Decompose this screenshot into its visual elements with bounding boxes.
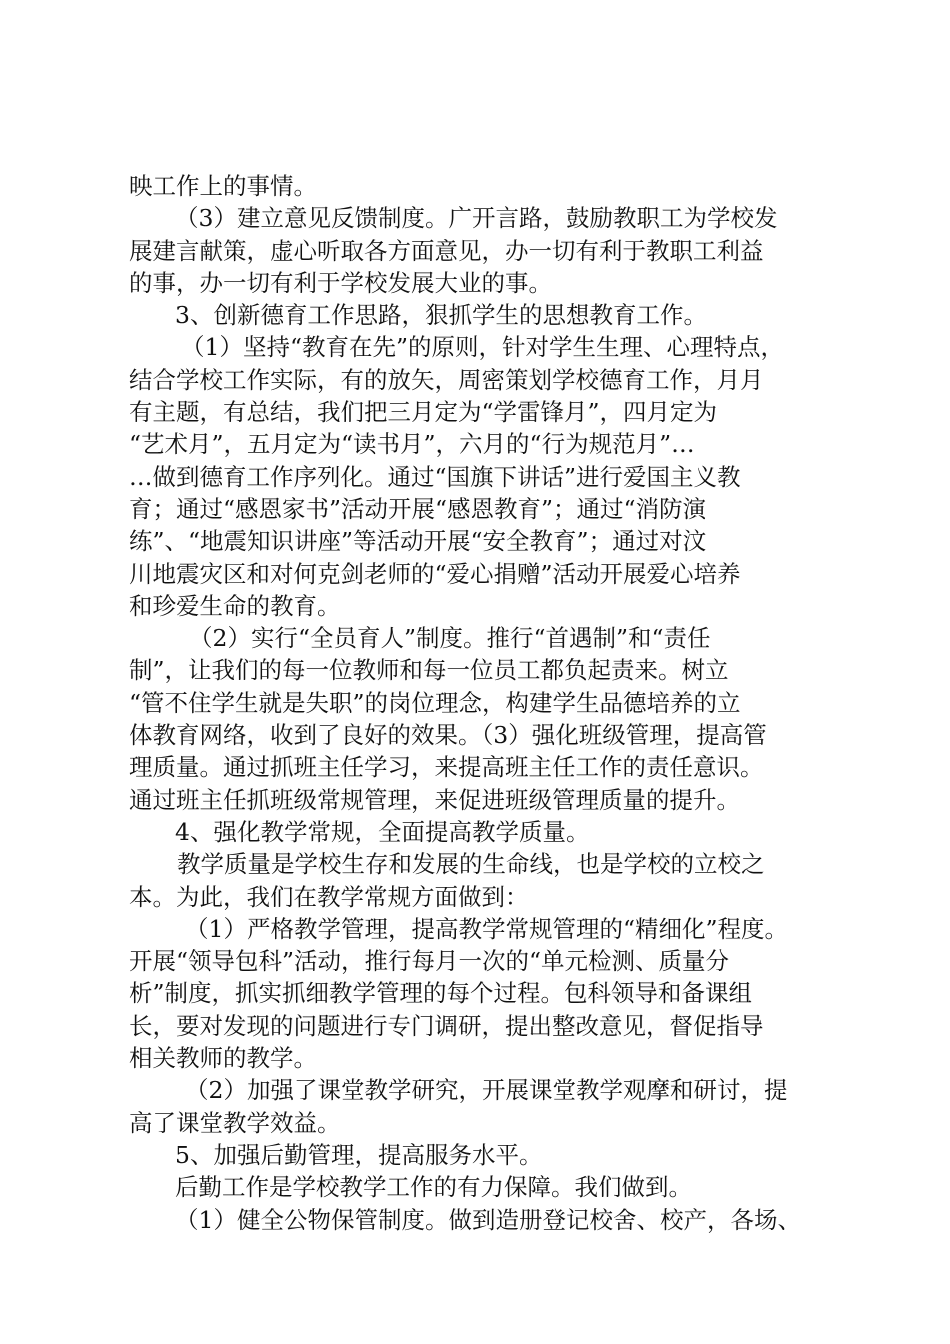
text-line: 开展“领导包科”活动，推行每月一次的“单元检测、质量分: [129, 947, 730, 976]
text-line: 3、创新德育工作思路，狠抓学生的思想教育工作。: [175, 301, 707, 330]
text-line: 川地震灾区和对何克剑老师的“爱心捐赠”活动开展爱心培养: [129, 559, 741, 588]
text-line: 制”，让我们的每一位教师和每一位员工都负起责来。树立: [129, 656, 729, 685]
text-line: 体教育网络，收到了良好的效果。（3）强化班级管理，提高管: [129, 721, 767, 750]
text-line: （3）建立意见反馈制度。广开言路，鼓励教职工为学校发: [175, 204, 778, 233]
text-line: 通过班主任抓班级常规管理，来促进班级管理质量的提升。: [129, 785, 740, 814]
text-line: 有主题，有总结，我们把三月定为“学雷锋月”，四月定为: [129, 398, 718, 427]
text-line: 本。为此，我们在教学常规方面做到：: [129, 882, 529, 911]
text-line: “管不住学生就是失职”的岗位理念，构建学生品德培养的立: [129, 688, 741, 717]
text-line: 析”制度，抓实抓细教学管理的每个过程。包科领导和备课组: [129, 979, 753, 1008]
text-line: （1）坚持“教育在先”的原则，针对学生生理、心理特点，: [181, 333, 784, 362]
text-line: 结合学校工作实际，有的放矢，周密策划学校德育工作，月月: [129, 365, 764, 394]
text-line: （2）加强了课堂教学研究，开展课堂教学观摩和研讨，提: [185, 1076, 788, 1105]
text-line: （2）实行“全员育人”制度。推行“首遇制”和“责任: [189, 624, 711, 653]
text-line: 育；通过“感恩家书”活动开展“感恩教育”；通过“消防演: [129, 494, 707, 523]
text-line: …做到德育工作序列化。通过“国旗下讲话”进行爱国主义教: [129, 462, 741, 491]
text-line: （1）健全公物保管制度。做到造册登记校舍、校产，各场、: [175, 1205, 801, 1234]
text-line: 练”、“地震知识讲座”等活动开展“安全教育”；通过对汶: [129, 527, 707, 556]
text-line: “艺术月”，五月定为“读书月”，六月的“行为规范月”…: [129, 430, 695, 459]
text-line: 理质量。通过抓班主任学习，来提高班主任工作的责任意识。: [129, 753, 764, 782]
text-line: （1）严格教学管理，提高教学常规管理的“精细化”程度。: [185, 914, 788, 943]
text-line: 5、加强后勤管理，提高服务水平。: [175, 1140, 543, 1169]
text-line: 和珍爱生命的教育。: [129, 591, 341, 620]
document-body: [129, 170, 841, 1236]
text-line: 4、强化教学常规，全面提高教学质量。: [175, 817, 590, 846]
text-line: 长，要对发现的问题进行专门调研，提出整改意见，督促指导: [129, 1011, 764, 1040]
text-line: 展建言献策，虚心听取各方面意见，办一切有利于教职工利益: [129, 236, 764, 265]
text-line: 高了课堂教学效益。: [129, 1108, 341, 1137]
text-line: 相关教师的教学。: [129, 1044, 317, 1073]
text-line: 的事，办一切有利于学校发展大业的事。: [129, 268, 552, 297]
text-line: 后勤工作是学校教学工作的有力保障。我们做到。: [175, 1173, 692, 1202]
text-line: 映工作上的事情。: [129, 172, 317, 200]
text-line: 教学质量是学校生存和发展的生命线，也是学校的立校之: [177, 850, 765, 879]
